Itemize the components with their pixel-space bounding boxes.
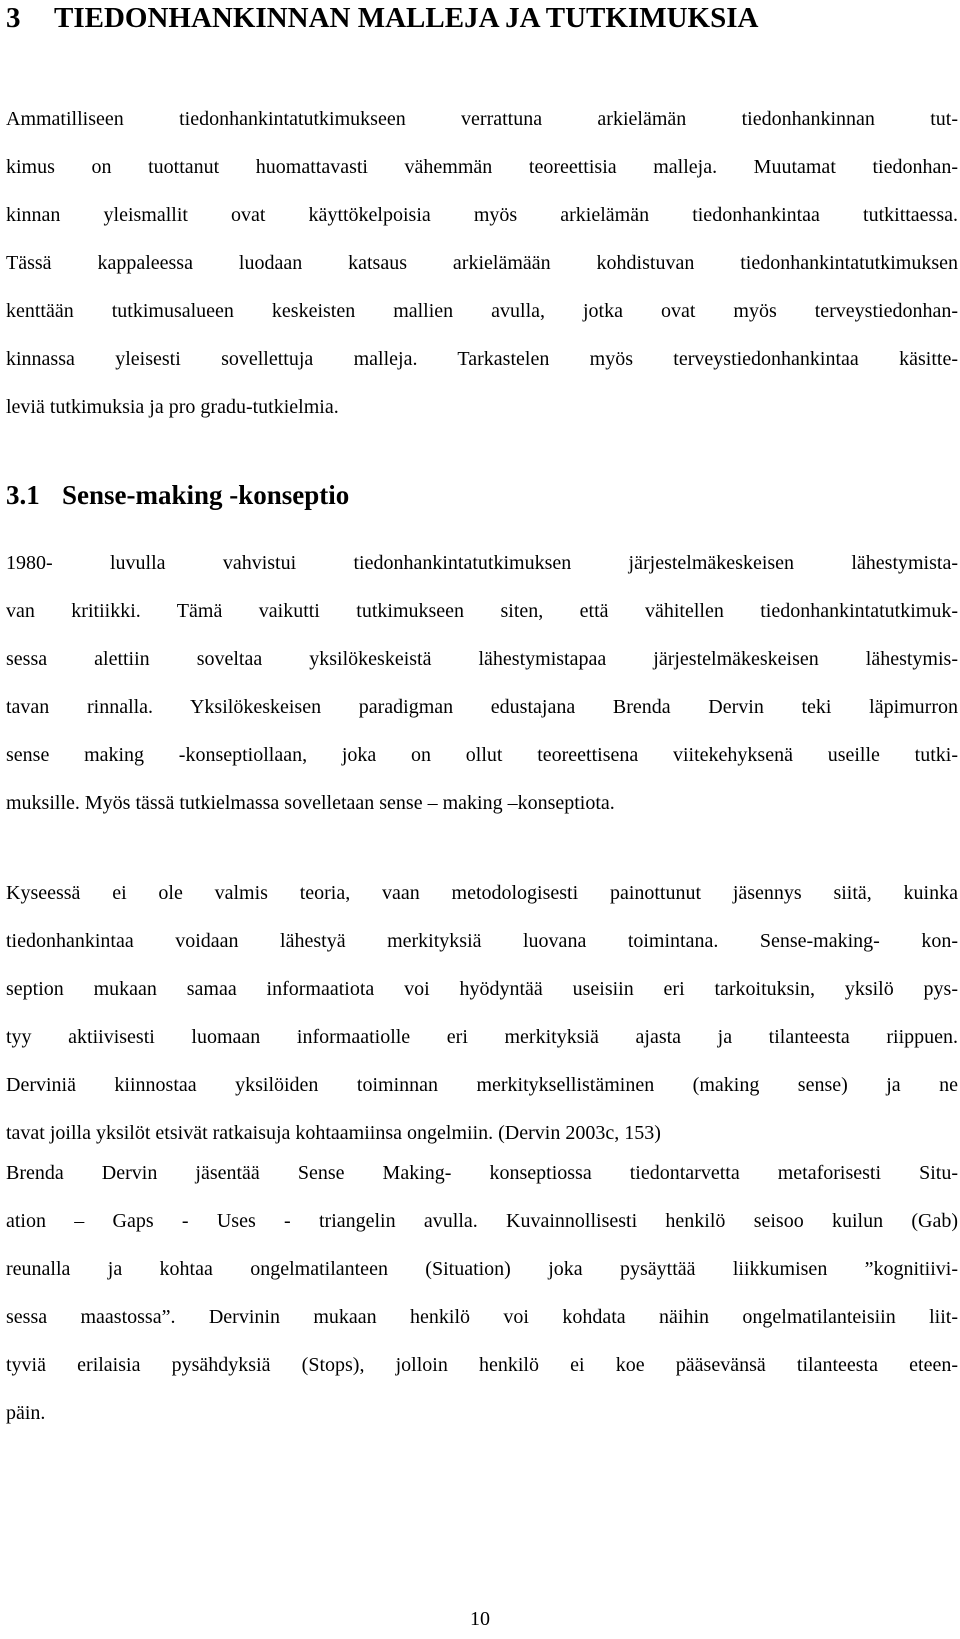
chapter-number: 3 — [6, 2, 21, 34]
text-line: tyy aktiivisesti luomaan informaatiolle eri merkityksiä ajasta ja tilanteesta riippuen. — [6, 1026, 958, 1048]
text-line: Ammatilliseen tiedonhankintatutkimukseen verrattuna arkielämän tiedonhankinnan tut- — [6, 108, 958, 130]
text-line: kinnan yleismallit ovat käyttökelpoisia myös arkielämän tiedonhankintaa tutkittaessa. — [6, 204, 958, 226]
section-title: Sense-making -konseptio — [62, 480, 350, 510]
text-line: kimus on tuottanut huomattavasti vähemmän teoreettisia malleja. Muutamat tiedonhan- — [6, 156, 958, 178]
paragraph-4 — [6, 1149, 958, 1437]
text-line: Tässä kappaleessa luodaan katsaus arkielämään kohdistuvan tiedonhankintatutkimuksen — [6, 252, 958, 274]
text-line: 1980- luvulla vahvistui tiedonhankintatutkimuksen järjestelmäkeskeisen lähestymista- — [6, 552, 958, 574]
section-heading — [6, 478, 349, 512]
text-line: sessa maastossa”. Dervinin mukaan henkilö voi kohdata näihin ongelmatilanteisiin liit- — [6, 1306, 958, 1328]
page-number: 10 — [470, 1608, 490, 1630]
text-line: päin. — [6, 1402, 46, 1424]
text-line: Brenda Dervin jäsentää Sense Making- konseptiossa tiedontarvetta metaforisesti Situ- — [6, 1162, 958, 1184]
paragraph-1 — [6, 95, 958, 431]
text-line: sense making -konseptiollaan, joka on ollut teoreettisena viitekehyksenä useille tutki- — [6, 744, 958, 766]
text-line: van kritiikki. Tämä vaikutti tutkimukseen siten, että vähitellen tiedonhankintatutkimuk- — [6, 600, 958, 622]
text-line: seption mukaan samaa informaatiota voi hyödyntää useisiin eri tarkoituksin, yksilö pys- — [6, 978, 958, 1000]
text-line: Kyseessä ei ole valmis teoria, vaan metodologisesti painottunut jäsennys siitä, kuinka — [6, 882, 958, 904]
text-line: ation – Gaps - Uses - triangelin avulla. Kuvainnollisesti henkilö seisoo kuilun (Gab) — [6, 1210, 958, 1232]
paragraph-2 — [6, 539, 958, 827]
text-line: tyviä erilaisia pysähdyksiä (Stops), jolloin henkilö ei koe pääsevänsä tilanteesta eteen- — [6, 1354, 958, 1376]
text-line: tiedonhankintaa voidaan lähestyä merkityksiä luovana toimintana. Sense-making- kon- — [6, 930, 958, 952]
section-number: 3.1 — [6, 480, 40, 510]
text-line: reunalla ja kohtaa ongelmatilanteen (Situation) joka pysäyttää liikkumisen ”kognitiivi- — [6, 1258, 958, 1280]
text-line: tavat joilla yksilöt etsivät ratkaisuja kohtaamiinsa ongelmiin. (Dervin 2003c, 153) — [6, 1122, 661, 1144]
text-line: sessa alettiin soveltaa yksilökeskeistä lähestymistapaa järjestelmäkeskeisen lähestymis- — [6, 648, 958, 670]
text-line: tavan rinnalla. Yksilökeskeisen paradigman edustajana Brenda Dervin teki läpimurron — [6, 696, 958, 718]
chapter-heading — [6, 0, 758, 36]
chapter-title: TIEDONHANKINNAN MALLEJA JA TUTKIMUKSIA — [54, 2, 759, 34]
text-line: Derviniä kiinnostaa yksilöiden toiminnan merkityksellistäminen (making sense) ja ne — [6, 1074, 958, 1096]
text-line: muksille. Myös tässä tutkielmassa sovelletaan sense – making –konseptiota. — [6, 792, 615, 814]
paragraph-3 — [6, 869, 958, 1157]
text-line: kenttään tutkimusalueen keskeisten mallien avulla, jotka ovat myös terveystiedonhan- — [6, 300, 958, 322]
text-line: leviä tutkimuksia ja pro gradu-tutkielmia. — [6, 396, 339, 418]
text-line: kinnassa yleisesti sovellettuja malleja. Tarkastelen myös terveystiedonhankintaa käsitte- — [6, 348, 958, 370]
